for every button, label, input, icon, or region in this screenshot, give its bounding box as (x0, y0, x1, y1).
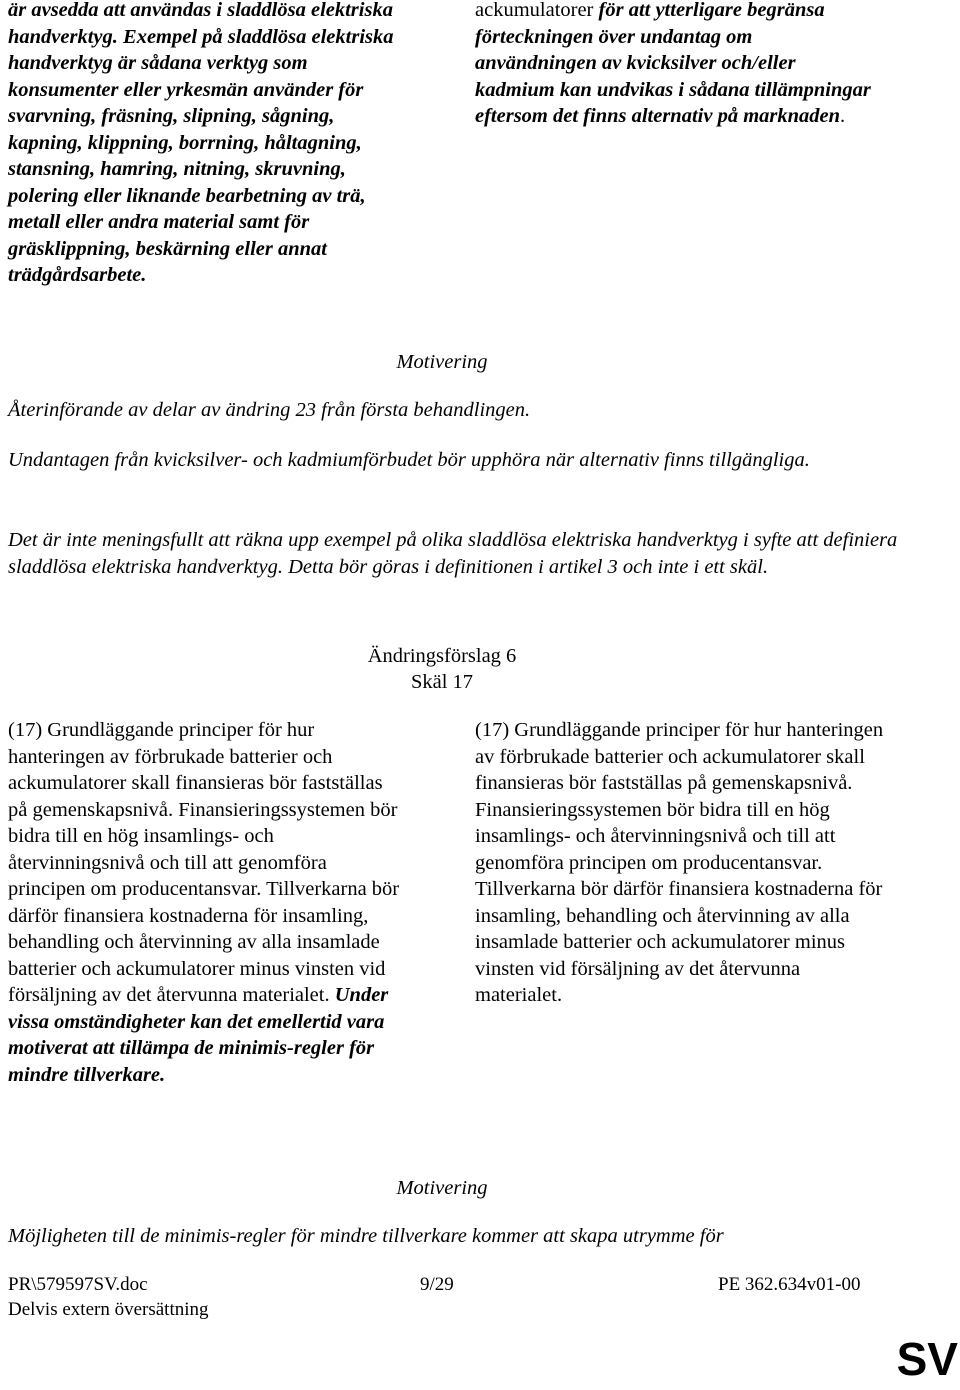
amendment-left-added-text: Under vissa omständigheter kan det emellertid vara motiverat att tillämpa de minimis-regler för mindre tillverkare. (8, 984, 389, 1086)
motivering-heading-2: Motivering (396, 1177, 488, 1199)
right-column-continuation (475, 0, 875, 130)
right-bold-text: för att ytterligare begränsa förteckningen över undantag om användningen av kvicksilver och/eller kadmium kan undvikas i sådana tillämpningar eftersom det finns alternativ på marknaden (475, 0, 871, 127)
language-code: SV (896, 1333, 958, 1385)
footer-doc-ref: PR\579597SV.doc (8, 1274, 148, 1295)
motivering-paragraph-3: Det är inte meningsfullt att räkna upp exempel på olika sladdlösa elektriska handverktyg i syfte att definiera sladdlösa elektriska handverktyg. Detta bör göras i definitionen i artikel 3 och inte i ett skäl. (8, 529, 898, 578)
left-column-continuation: är avsedda att användas i sladdlösa elektriska handverktyg. Exempel på sladdlösa elektriska handverktyg är sådana verktyg som konsumenter eller yrkesmän använder för svarvning, fräsning, slipning, sågning, kapning, klippning, borrning, håltagning, stansning, hamring, nitning, skruvning, polering eller liknande bearbetning av trä, metall eller andra material samt för gräsklippning, beskärning eller annat trädgårdsarbete. (8, 0, 394, 286)
amendment-left-text: (17) Grundläggande principer för hur hanteringen av förbrukade batterier och ackumulatorer skall finansieras bör fastställas på gemenskapsnivå. Finansieringssystemen bör bidra till en hög insamlings- och återvinningsnivå och till att genomföra principen om producentansvar. Tillverkarna bör därför finansiera kostnaderna för insamling, behandling och återvinning av alla insamlade batterier och ackumulatorer minus vinsten vid försäljning av det återvunna materialet. (8, 719, 400, 1006)
amendment-subtitle: Skäl 17 (410, 671, 474, 693)
amendment-right-column: (17) Grundläggande principer för hur hanteringen av förbrukade batterier och ackumulatorer skall finansieras bör fastställas på gemenskapsnivå. Finansieringssystemen bör bidra till en hög insamlings- och återvinningsnivå och till att genomföra principen om producentansvar. Tillverkarna bör därför finansiera kostnaderna för insamling, behandling och återvinning av alla insamlade batterier och ackumulatorer minus vinsten vid försäljning av det återvunna materialet. (475, 719, 884, 1006)
right-end-text: . (840, 105, 846, 127)
motivering-paragraph-1: Återinförande av delar av ändring 23 från första behandlingen. (8, 399, 531, 421)
amendment-left-column (8, 717, 403, 1088)
footer-page-number: 9/29 (420, 1274, 454, 1295)
amendment-title: Ändringsförslag 6 (367, 645, 517, 667)
motivering-paragraph-2: Undantagen från kvicksilver- och kadmiumförbudet bör upphöra när alternativ finns tillgängliga. (8, 449, 810, 471)
footer-note: Delvis extern översättning (8, 1299, 209, 1320)
motivering-paragraph-4: Möjligheten till de minimis-regler för mindre tillverkare kommer att skapa utrymme för (8, 1225, 724, 1247)
motivering-heading: Motivering (396, 351, 488, 373)
right-plain-text: ackumulatorer (475, 0, 594, 21)
footer-pe-ref: PE 362.634v01-00 (718, 1274, 861, 1295)
